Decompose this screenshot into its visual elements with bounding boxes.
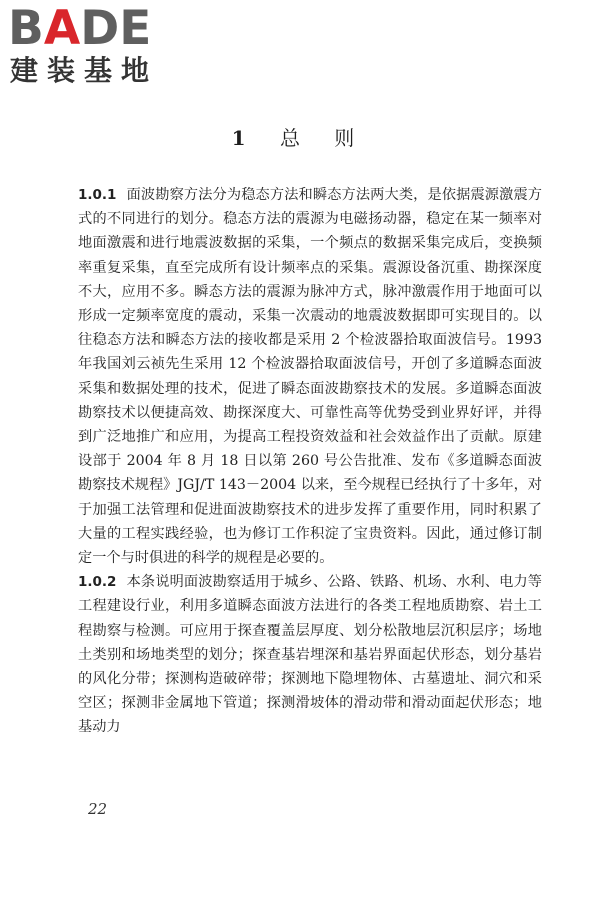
- clause-text: 面波勘察方法分为稳态方法和瞬态方法两大类，是依据震源激震方式的不同进行的划分。稳态方法的震源为电磁扬动器，稳定在某一频率对地面激震和进行地震波数据的采集，一个频点的数据采集完成后，变换频率重复采集，直至完成所有设计频率点的采集。震源设备沉重、勘探深度不大，应用不多。瞬态方法的震源为脉冲方式，脉冲激震作用于地面可以形成一定频率宽度的震动，采集一次震动的地震波数据即可实现目的。以往稳态方法和瞬态方法的接收都是采用 2 个检波器拾取面波信号。1993 年我国刘云祯先生采用 12 个检波器拾取面波信号，开创了多道瞬态面波采集和数据处理的技术，促进了瞬态面波勘察技术的发展。多道瞬态面波勘察技术以便捷高效、勘探深度大、可靠性高等优势受到业界好评，并得到广泛地推广和应用，为提高工程投资效益和社会效益作出了贡献。原建设部于 2004 年 8 月 18 日以第 260 号公告批准、发布《多道瞬态面波勘察技术规程》JGJ/T 143－2004 以来，至今规程已经执行了十多年，对于加强工法管理和促进面波勘察技术的进步发挥了重要作用，同时积累了大量的工程实践经验，也为修订工作积淀了宝贵资料。因此，通过修订制定一个与时俱进的科学的规程是必要的。: [78, 187, 542, 567]
- body-text: [78, 183, 542, 740]
- page-number: 22: [88, 800, 108, 818]
- chapter-title: [0, 124, 600, 152]
- clause-1-0-1: [78, 183, 542, 570]
- chapter-number: 1: [231, 126, 260, 150]
- chapter-title-text: 总 则: [279, 126, 369, 150]
- clause-number: 1.0.2: [78, 574, 117, 591]
- logo-letter-a-accent: A: [43, 1, 81, 56]
- logo-chinese-name: 建装基地: [10, 54, 159, 87]
- logo-letters-de: DE: [80, 1, 152, 56]
- clause-1-0-2: [78, 570, 542, 739]
- bade-logo: [8, 1, 178, 88]
- clause-text: 本条说明面波勘察适用于城乡、公路、铁路、机场、水利、电力等工程建设行业，利用多道瞬态面波方法进行的各类工程地质勘察、岩土工程勘察与检测。可应用于探查覆盖层厚度、划分松散地层沉积层序；场地土类别和场地类型的划分；探查基岩埋深和基岩界面起伏形态，划分基岩的风化分带；探测构造破碎带；探测地下隐埋物体、古墓遗址、洞穴和采空区；探测非金属地下管道；探测滑坡体的滑动带和滑动面起伏形态；地基动力: [78, 574, 542, 736]
- logo-letter-b: B: [8, 1, 44, 56]
- logo-wordmark: [8, 1, 152, 56]
- clause-number: 1.0.1: [78, 187, 117, 203]
